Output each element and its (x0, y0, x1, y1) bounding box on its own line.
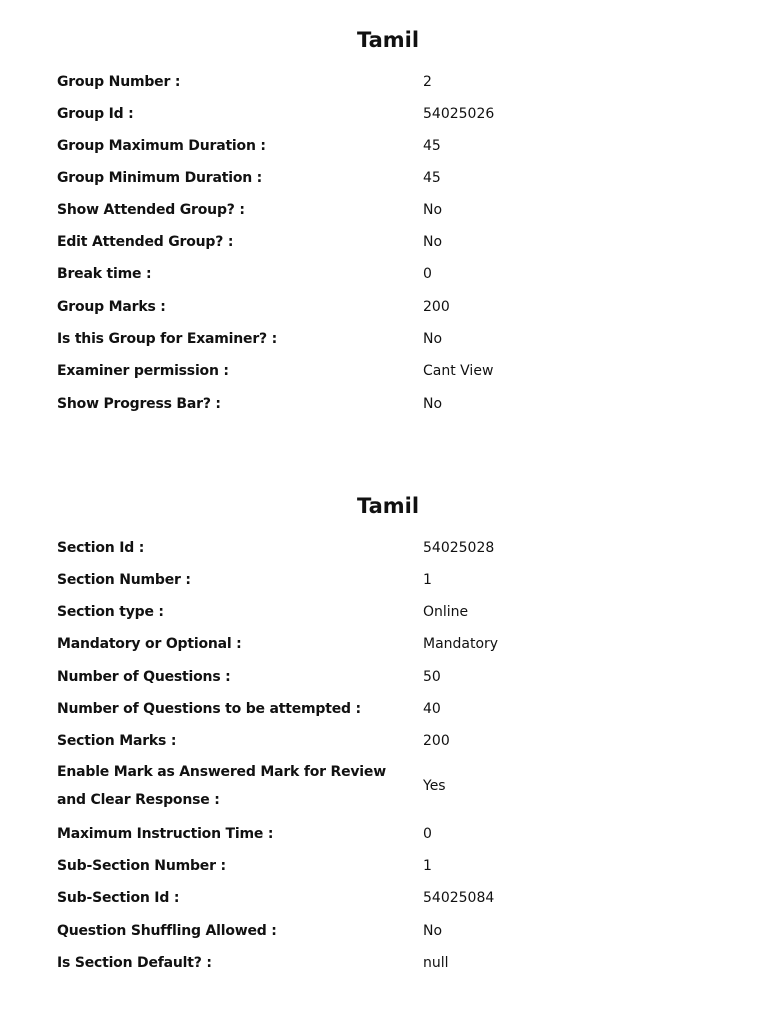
field-value: 40 (423, 701, 441, 717)
field-value: No (423, 234, 443, 250)
section-row-mark-review (57, 758, 717, 816)
field-label: Break time : (57, 266, 152, 282)
field-label: Question Shuffling Allowed : (57, 923, 277, 939)
field-label: Group Maximum Duration : (57, 138, 266, 154)
section-title: Tamil (356, 494, 420, 518)
group-row-max-duration (57, 130, 717, 162)
field-label: Is this Group for Examiner? : (57, 331, 278, 347)
group-row-id (57, 98, 717, 130)
field-label: Maximum Instruction Time : (57, 826, 274, 842)
section-row-mandatory (57, 628, 717, 660)
field-value: 0 (423, 826, 432, 842)
section-row-shuffling (57, 915, 717, 947)
field-label: Section Id : (57, 540, 145, 556)
field-value: No (423, 331, 443, 347)
field-label: Examiner permission : (57, 363, 229, 379)
section-row-number (57, 564, 717, 596)
field-label: Enable Mark as Answered Mark for Review and Clear Response : (57, 764, 386, 808)
group-row-number (57, 66, 717, 98)
field-label: Number of Questions : (57, 669, 231, 685)
field-label: Show Attended Group? : (57, 202, 245, 218)
field-value: 200 (423, 733, 450, 749)
field-value: Cant View (423, 363, 494, 379)
field-value: 45 (423, 138, 441, 154)
field-label: Mandatory or Optional : (57, 636, 242, 652)
field-value: 0 (423, 266, 432, 282)
field-label: Edit Attended Group? : (57, 234, 234, 250)
field-value: 54025028 (423, 540, 495, 556)
field-label: Group Id : (57, 106, 134, 122)
field-value: null (423, 955, 449, 971)
section-row-instruction-time (57, 818, 717, 850)
field-label: Number of Questions to be attempted : (57, 701, 361, 717)
field-value: No (423, 923, 443, 939)
field-value: 54025084 (423, 890, 495, 906)
group-row-show-attended (57, 194, 717, 226)
field-label: Section Marks : (57, 733, 177, 749)
field-value: Online (423, 604, 469, 620)
section-row-type (57, 596, 717, 628)
field-label: Group Number : (57, 74, 181, 90)
field-value: 200 (423, 299, 450, 315)
group-row-break-time (57, 258, 717, 290)
section-row-subsection-id (57, 882, 717, 914)
section-row-id (57, 532, 717, 564)
field-value: No (423, 396, 443, 412)
field-value: 54025026 (423, 106, 495, 122)
field-label: Group Minimum Duration : (57, 170, 263, 186)
field-value: 2 (423, 74, 432, 90)
field-label: Section type : (57, 604, 164, 620)
section-row-num-questions (57, 661, 717, 693)
section-row-default (57, 947, 717, 979)
group-row-marks (57, 291, 717, 323)
field-value: 50 (423, 669, 441, 685)
field-label: Sub-Section Id : (57, 890, 180, 906)
group-row-examiner-permission (57, 355, 717, 387)
section-row-to-attempt (57, 693, 717, 725)
field-value: 1 (423, 572, 432, 588)
group-row-for-examiner (57, 323, 717, 355)
section-row-marks (57, 725, 717, 757)
field-label: Sub-Section Number : (57, 858, 226, 874)
field-value: 1 (423, 858, 432, 874)
group-title: Tamil (356, 28, 420, 52)
field-label: Group Marks : (57, 299, 166, 315)
section-row-subsection-number (57, 850, 717, 882)
field-value: Yes (423, 778, 446, 794)
group-row-progress-bar (57, 388, 717, 420)
field-label: Is Section Default? : (57, 955, 212, 971)
field-value: 45 (423, 170, 441, 186)
group-row-edit-attended (57, 226, 717, 258)
field-value: Mandatory (423, 636, 499, 652)
field-label: Show Progress Bar? : (57, 396, 221, 412)
group-row-min-duration (57, 162, 717, 194)
field-label: Section Number : (57, 572, 191, 588)
field-value: No (423, 202, 443, 218)
